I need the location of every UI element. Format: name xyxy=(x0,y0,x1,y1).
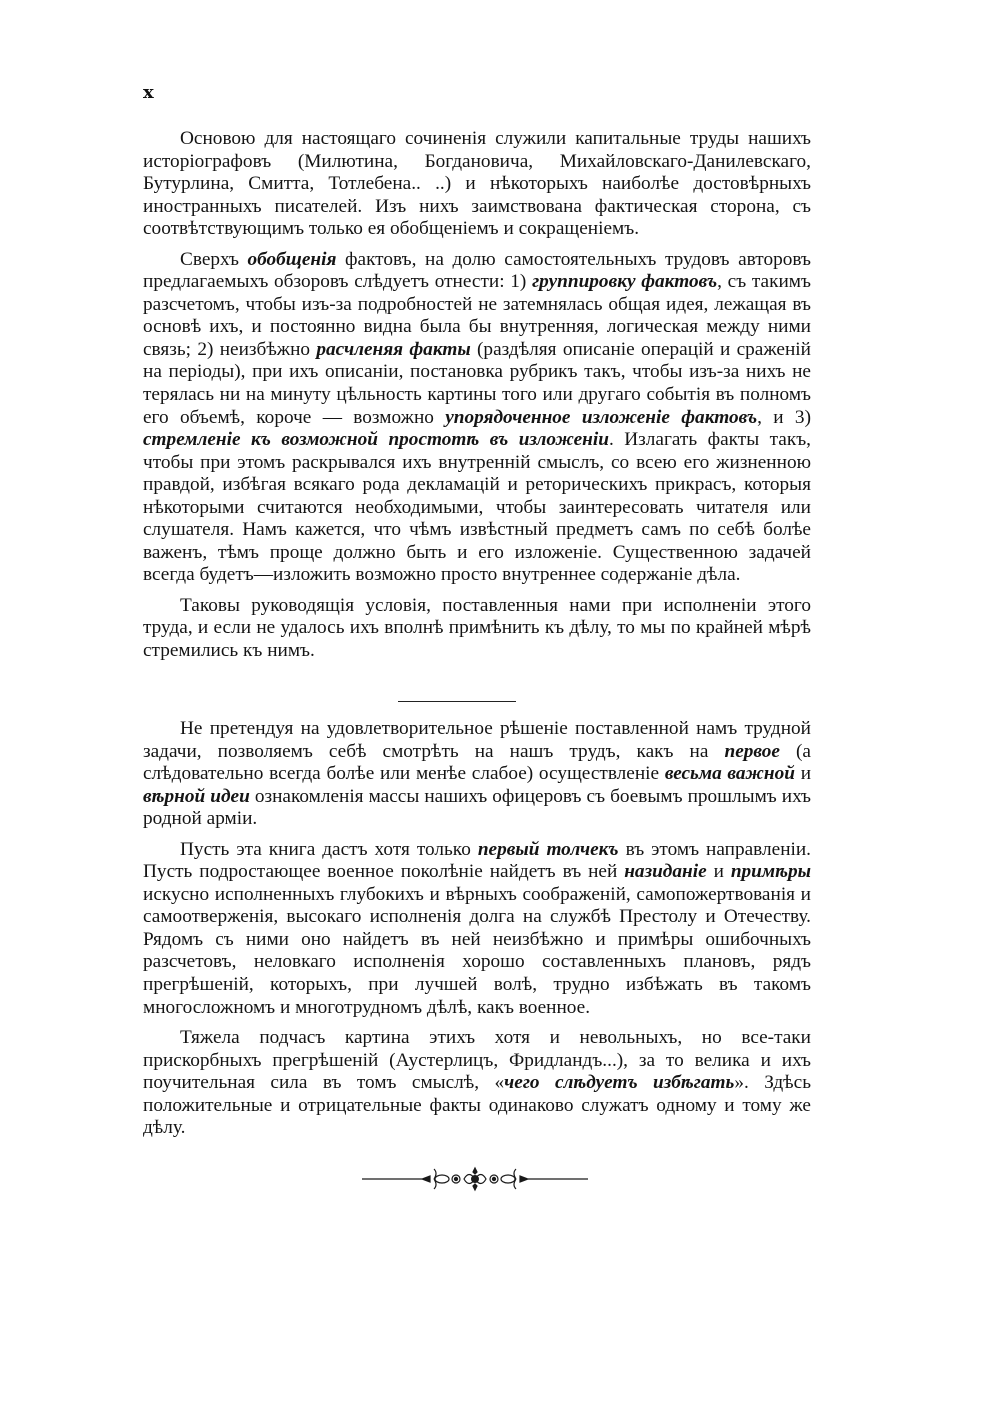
paragraph-conditions: Таковы руководящія условія, поставленныя нами при исполненіи этого труда, и если не удалось ихъ вполнѣ примѣнить къ дѣлу, то мы по крайней мѣрѣ стремились къ нимъ. xyxy=(143,594,811,662)
preface-section-1 xyxy=(143,128,811,671)
ornament-tailpiece-icon xyxy=(360,1164,590,1194)
paragraph-first-impulse: Пусть эта книга дастъ хотя только первый толчекъ въ этомъ направленіи. Пусть подростающее военное поколѣніе найдетъ въ ней назиданіе и примѣры искусно исполненныхъ глубокихъ и вѣрныхъ соображеній, самопожертвованія и самоотверженія, высокаго исполненія долга на службѣ Престолу и Отечеству. Рядомъ съ ними оно найдетъ въ ней неизбѣжно и примѣры ошибочныхъ разсчетовъ, неловкаго исполненія хорошо составленныхъ плановъ, рядъ прегрѣшеній, которыхъ, при лучшей волѣ, трудно избѣжать въ такомъ многосложномъ и многотрудномъ дѣлѣ, какъ военное. xyxy=(143,838,812,1018)
paragraph-lessons: Тяжела подчасъ картина этихъ хотя и невольныхъ, но все-таки прискорбныхъ прегрѣшеній (Аустерлицъ, Фридландъ...), за то велика и ихъ поучительная сила въ томъ смыслѣ, «чего слѣдуетъ избѣгать». Здѣсь положительные и отрицательные факты одинаково служатъ одному и тому же дѣлу. xyxy=(143,1027,812,1139)
paragraph-first-attempt: Не претендуя на удовлетворительное рѣшеніе поставленной намъ трудной задачи, позволяемъ себѣ смотрѣть на нашъ трудъ, какъ на первое (а слѣдовательно всегда болѣе или менѣе слабое) осуществленіе весьма важной и вѣрной идеи ознакомленія массы нашихъ офицеровъ съ боевымъ прошлымъ ихъ родной арміи. xyxy=(143,718,812,830)
preface-section-2 xyxy=(143,718,811,1148)
section-divider xyxy=(398,701,516,702)
paragraph-method: Сверхъ обобщенія фактовъ, на долю самостоятельныхъ трудовъ авторовъ предлагаемыхъ обзоровъ слѣдуетъ отнести: 1) группировку фактовъ, съ такимъ разсчетомъ, чтобы изъ-за подробностей не затемнялась общая идея, лежащая въ основѣ ихъ, и постоянно видна была бы внутренняя, логическая между ними связь; 2) неизбѣжно расчленяя факты (раздѣляя описаніе операцій и сраженій на періоды), при ихъ описаніи, постановка рубрикъ такъ, чтобы изъ-за нихъ не терялась ни на минуту цѣльность картины того или другаго событія въ полномъ его объемѣ, короче — возможно упорядоченное изложеніе фактовъ, и 3) стремленіе къ возможной простотѣ въ изложеніи. Излагать факты такъ, чтобы при этомъ раскрывался ихъ внутренній смыслъ, со всею его жизненною правдой, избѣгая всякаго рода декламацій и реторическихъ прикрасъ, которыя нѣкоторыми считаются необходимыми, чтобы заинтересовать читателя или слушателя. Намъ кажется, что чѣмъ извѣстный предметъ самъ по себѣ болѣе важенъ, тѣмъ проще должно быть и его изложеніе. Существенною задачей всегда будетъ—изложить возможно просто внутреннее содержаніе дѣла. xyxy=(143,248,811,586)
paragraph-sources: Основою для настоящаго сочиненія служили капитальные труды нашихъ исторіографовъ (Милютина, Богдановича, Михайловскаго-Данилевскаго, Бутурлина, Смитта, Тотлебена.. ..) и нѣкоторыхъ наиболѣе достовѣрныхъ иностранныхъ писателей. Изъ нихъ заимствована фактическая сторона, съ соотвѣтствующимъ только ея обобщеніемъ и сокращеніемъ. xyxy=(143,128,811,240)
page-number: x xyxy=(143,82,154,103)
